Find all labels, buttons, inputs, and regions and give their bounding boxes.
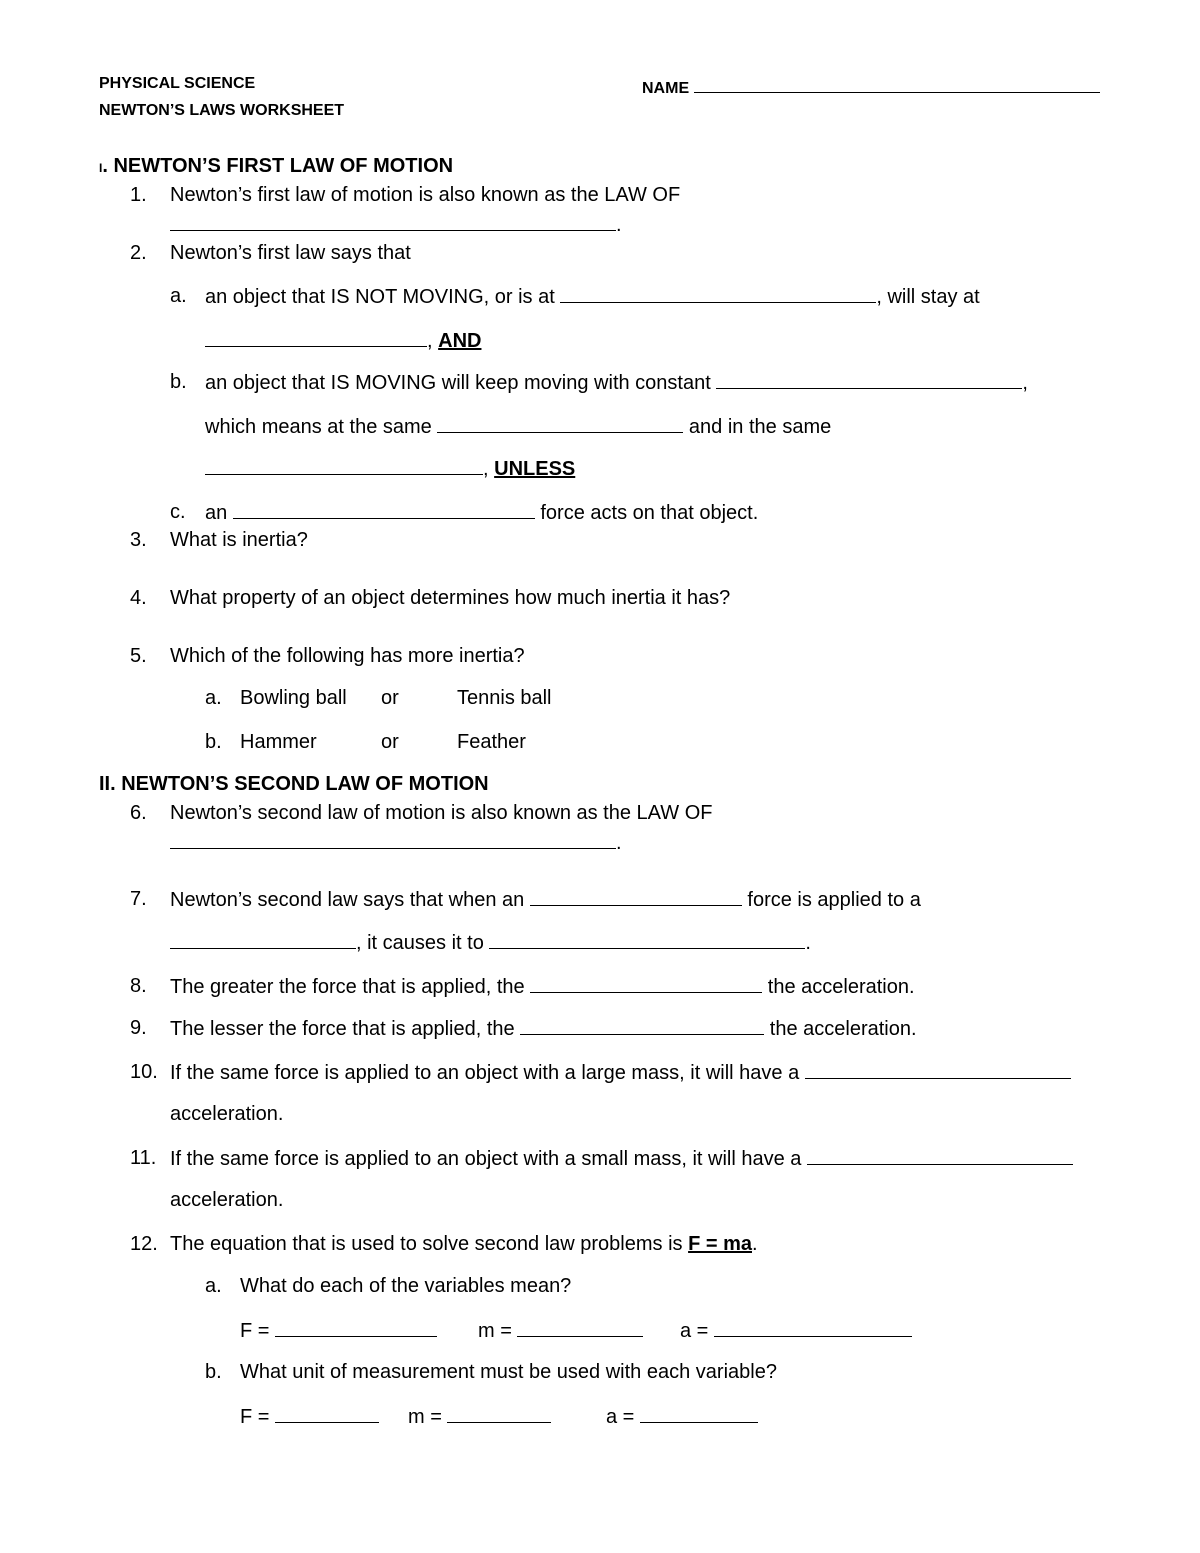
q7-blank2[interactable] [170, 930, 356, 949]
q2b-blank3[interactable] [205, 456, 483, 475]
q2c-line: an force acts on that object. [205, 502, 759, 524]
q2-number: 2. [130, 242, 147, 264]
q5-text: Which of the following has more inertia? [170, 645, 525, 667]
q7-blank3[interactable] [489, 930, 805, 949]
q5b-item1: Hammer [240, 731, 317, 753]
q6-number: 6. [130, 802, 147, 824]
q7-number: 7. [130, 888, 147, 910]
q12-line: The equation that is used to solve second law problems is F = ma. [170, 1233, 758, 1255]
q9-blank[interactable] [520, 1016, 764, 1035]
q10-blank[interactable] [805, 1060, 1071, 1079]
q12a-m-field: m = [478, 1318, 643, 1343]
q2a-blank2[interactable] [205, 328, 427, 347]
q4-text: What property of an object determines how much inertia it has? [170, 587, 731, 609]
q12-number: 12. [130, 1233, 158, 1255]
q2-text: Newton’s first law says that [170, 242, 411, 264]
q2b-blank1[interactable] [716, 370, 1022, 389]
course-title: PHYSICAL SCIENCE [99, 75, 256, 92]
q8-line: The greater the force that is applied, the the acceleration. [170, 976, 915, 998]
q12a-a-field: a = [680, 1318, 912, 1343]
section1-heading: I. NEWTON’S FIRST LAW OF MOTION [99, 155, 454, 177]
q6-answer[interactable]: . [170, 830, 622, 855]
q6-text: Newton’s second law of motion is also known as the LAW OF [170, 802, 713, 824]
unless-emphasis: UNLESS [494, 458, 576, 480]
q2b-line1: an object that IS MOVING will keep moving with constant , [205, 372, 1028, 394]
section2-heading: II. NEWTON’S SECOND LAW OF MOTION [99, 773, 489, 795]
q12b-f-field: F = [240, 1404, 379, 1429]
q1-text: Newton’s first law of motion is also known as the LAW OF [170, 184, 681, 206]
q5-number: 5. [130, 645, 147, 667]
q1-blank[interactable] [170, 212, 616, 231]
q12a-f-blank[interactable] [275, 1318, 437, 1337]
q12b-letter: b. [205, 1361, 222, 1383]
name-label: NAME [642, 80, 690, 97]
q11-line2: acceleration. [170, 1189, 284, 1211]
worksheet-title: NEWTON’S LAWS WORKSHEET [99, 102, 345, 119]
name-blank[interactable] [694, 74, 1100, 93]
q4-number: 4. [130, 587, 147, 609]
q2a-letter: a. [170, 285, 187, 307]
q5b-item2: Feather [457, 731, 526, 753]
q3-text: What is inertia? [170, 529, 308, 551]
q5b-letter: b. [205, 731, 222, 753]
equation-emphasis: F = ma [688, 1233, 752, 1255]
q10-number: 10. [130, 1061, 158, 1083]
q2b-line3: , UNLESS [205, 456, 575, 481]
q7-blank1[interactable] [530, 887, 742, 906]
q11-blank[interactable] [807, 1146, 1073, 1165]
q8-blank[interactable] [530, 974, 762, 993]
and-emphasis: AND [438, 330, 482, 352]
q5a-item2: Tennis ball [457, 687, 552, 709]
q12b-a-blank[interactable] [640, 1404, 758, 1423]
q2b-blank2[interactable] [437, 414, 683, 433]
q7-line2: , it causes it to . [170, 930, 811, 955]
q2b-letter: b. [170, 371, 187, 393]
q10-line2: acceleration. [170, 1103, 284, 1125]
q7-line1: Newton’s second law says that when an force is applied to a [170, 889, 921, 911]
q11-line1: If the same force is applied to an object with a small mass, it will have a [170, 1146, 1073, 1171]
q5a-letter: a. [205, 687, 222, 709]
q5a-or: or [381, 687, 399, 709]
q8-number: 8. [130, 975, 147, 997]
q5b-or: or [381, 731, 399, 753]
q6-blank[interactable] [170, 830, 616, 849]
q3-number: 3. [130, 529, 147, 551]
q5a-item1: Bowling ball [240, 687, 347, 709]
q2b-line2: which means at the same and in the same [205, 416, 832, 438]
q1-number: 1. [130, 184, 147, 206]
q2a-blank1[interactable] [560, 284, 876, 303]
q11-number: 11. [130, 1147, 157, 1169]
q12b-f-blank[interactable] [275, 1404, 379, 1423]
q12a-letter: a. [205, 1275, 222, 1297]
q9-line: The lesser the force that is applied, the the acceleration. [170, 1018, 917, 1040]
q12a-m-blank[interactable] [517, 1318, 643, 1337]
q12b-m-blank[interactable] [447, 1404, 551, 1423]
q12a-text: What do each of the variables mean? [240, 1275, 572, 1297]
q12b-a-field: a = [606, 1404, 758, 1429]
q12b-m-field: m = [408, 1404, 551, 1429]
q9-number: 9. [130, 1017, 147, 1039]
q2c-letter: c. [170, 501, 186, 523]
name-field[interactable] [642, 74, 1100, 99]
q12a-f-field: F = [240, 1318, 437, 1343]
q2a-line2: , AND [205, 328, 481, 353]
q10-line1: If the same force is applied to an object with a large mass, it will have a [170, 1060, 1071, 1085]
q1-answer[interactable]: . [170, 212, 622, 237]
q2c-blank[interactable] [233, 500, 535, 519]
section1-numeral: I [99, 161, 103, 175]
q12b-text: What unit of measurement must be used with each variable? [240, 1361, 777, 1383]
q12a-a-blank[interactable] [714, 1318, 912, 1337]
q2a-line1: an object that IS NOT MOVING, or is at , will stay at [205, 286, 980, 308]
